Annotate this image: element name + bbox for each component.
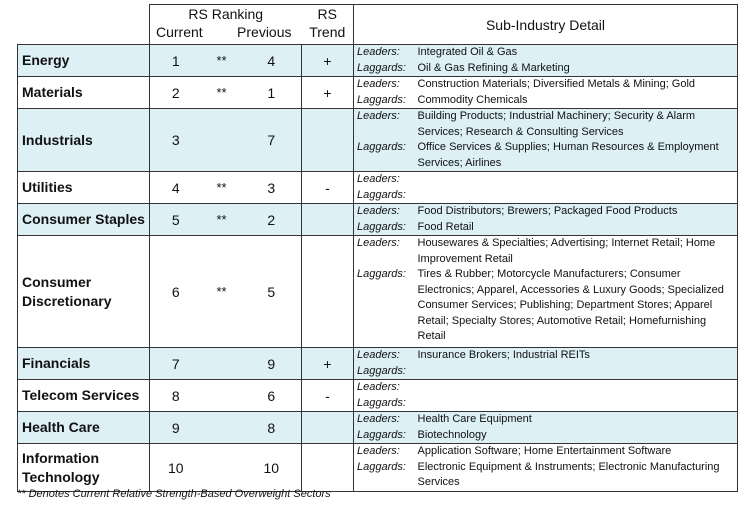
current-rank: 7 — [150, 348, 202, 380]
laggards-label: Laggards: — [357, 93, 406, 106]
sector-name — [18, 380, 150, 412]
current-rank: 1 — [150, 45, 202, 77]
sector-name-line: Technology — [22, 468, 100, 485]
leaders-detail-line: Construction Materials; Diversified Metals & Mining; Gold — [417, 78, 696, 90]
laggards-label: Laggards: — [357, 61, 406, 74]
leaders-detail-line: Application Software; Home Entertainment Software — [417, 445, 672, 457]
overweight-marker: ** — [202, 172, 242, 204]
previous-rank: 10 — [242, 444, 302, 492]
table-header-row — [18, 5, 738, 45]
table-row — [18, 444, 738, 492]
leaders-label: Leaders: — [357, 413, 400, 425]
leaders-label: Leaders: — [357, 445, 400, 457]
sub-industry-detail — [416, 77, 738, 109]
sector-name-line: Information — [22, 449, 99, 466]
sector-name — [18, 172, 150, 204]
laggards-label: Laggards: — [357, 460, 406, 473]
leaders-label: Leaders: — [357, 349, 400, 361]
leaders-detail-line: Services; Research & Consulting Services — [417, 125, 624, 138]
rs-trend — [302, 109, 354, 172]
leaders-label: Leaders: — [357, 78, 400, 90]
leaders-detail-line: Integrated Oil & Gas — [417, 46, 518, 58]
sub-industry-detail — [416, 45, 738, 77]
sub-industry-detail — [416, 204, 738, 236]
previous-rank: 3 — [242, 172, 302, 204]
leaders-detail-line: Insurance Brokers; Industrial REITs — [417, 349, 590, 361]
sector-name-line: Materials — [22, 84, 83, 100]
table-row — [18, 380, 738, 412]
sub-industry-detail — [416, 348, 738, 380]
previous-rank: 2 — [242, 204, 302, 236]
sector-name — [18, 236, 150, 348]
sector-name-line: Financials — [22, 355, 91, 371]
overweight-marker: ** — [202, 204, 242, 236]
sector-name — [18, 109, 150, 172]
sub-industry-detail — [416, 444, 738, 492]
previous-rank: 6 — [242, 380, 302, 412]
leaders-detail-line — [418, 380, 734, 396]
current-rank: 2 — [150, 77, 202, 109]
leaders-detail-line: Health Care Equipment — [417, 413, 532, 425]
rs-trend — [302, 412, 354, 444]
sector-name-line: Discretionary — [22, 292, 112, 309]
sector-name-line: Utilities — [22, 179, 73, 195]
sector-name — [18, 77, 150, 109]
sector-name-line: Energy — [22, 52, 70, 68]
overweight-marker: ** — [202, 45, 242, 77]
leaders-label: Leaders: — [357, 46, 400, 58]
header-rs-trend-line1: RS — [317, 6, 337, 22]
table-row — [18, 412, 738, 444]
leader-laggard-labels — [354, 77, 416, 109]
leader-laggard-labels — [354, 172, 416, 204]
laggards-detail-line — [418, 396, 734, 412]
laggards-detail-line: Electronic Equipment & Instruments; Electronic Manufacturing — [417, 460, 720, 473]
laggards-detail-line: Services; Airlines — [417, 156, 502, 169]
previous-rank: 8 — [242, 412, 302, 444]
header-rs-ranking-title: RS Ranking — [188, 6, 264, 22]
previous-rank: 4 — [242, 45, 302, 77]
overweight-marker — [202, 444, 242, 492]
rs-trend: + — [302, 77, 354, 109]
header-rs-ranking — [150, 5, 302, 45]
sector-name-line: Consumer — [22, 273, 92, 290]
laggards-detail-line — [418, 364, 734, 380]
header-sub-industry-detail: Sub-Industry Detail — [354, 5, 738, 45]
header-rs-trend-line2: Trend — [309, 24, 346, 40]
sector-name-line: Industrials — [22, 131, 93, 148]
leader-laggard-labels — [354, 380, 416, 412]
header-previous: Previous — [237, 24, 292, 40]
laggards-detail-line: Commodity Chemicals — [417, 93, 528, 106]
leaders-detail-line — [418, 172, 734, 188]
leaders-detail-line: Housewares & Specialties; Advertising; Internet Retail; Home — [417, 237, 716, 249]
sector-name — [18, 204, 150, 236]
table-row — [18, 236, 738, 348]
leaders-label: Leaders: — [357, 205, 400, 217]
header-rs-trend — [302, 5, 354, 45]
current-rank: 5 — [150, 204, 202, 236]
leader-laggard-labels — [354, 444, 416, 492]
sub-industry-detail — [416, 412, 738, 444]
leaders-detail-line: Food Distributors; Brewers; Packaged Food Products — [417, 205, 678, 217]
laggards-detail-line: Retail; Specialty Stores; Automotive Retail; Homefurnishing — [417, 314, 707, 327]
table-row — [18, 172, 738, 204]
header-current: Current — [156, 24, 203, 40]
rs-ranking-table — [17, 4, 738, 492]
table-row — [18, 109, 738, 172]
laggards-label: Laggards: — [357, 268, 406, 280]
sector-name — [18, 348, 150, 380]
laggards-label: Laggards: — [357, 364, 406, 377]
footnote: ** Denotes Current Relative Strength-Based Overweight Sectors — [17, 488, 331, 500]
rs-trend — [302, 444, 354, 492]
laggards-label: Laggards: — [357, 396, 406, 409]
laggards-label: Laggards: — [357, 428, 406, 441]
sector-name-line: Consumer Staples — [22, 211, 145, 227]
laggards-label: Laggards: — [357, 141, 406, 153]
laggards-label: Laggards: — [357, 188, 406, 201]
sector-name-line: Telecom Services — [22, 387, 140, 403]
leader-laggard-labels — [354, 109, 416, 172]
sector-name — [18, 412, 150, 444]
leader-laggard-labels — [354, 236, 416, 348]
sub-industry-detail — [416, 172, 738, 204]
current-rank: 8 — [150, 380, 202, 412]
leader-laggard-labels — [354, 348, 416, 380]
previous-rank: 7 — [242, 109, 302, 172]
current-rank: 6 — [150, 236, 202, 348]
previous-rank: 5 — [242, 236, 302, 348]
leaders-detail-line: Improvement Retail — [417, 252, 513, 265]
overweight-marker — [202, 412, 242, 444]
table-row — [18, 348, 738, 380]
overweight-marker — [202, 109, 242, 172]
current-rank: 3 — [150, 109, 202, 172]
table-row — [18, 77, 738, 109]
laggards-detail-line: Electronics; Apparel, Accessories & Luxury Goods; Specialized — [417, 283, 724, 296]
current-rank: 9 — [150, 412, 202, 444]
sub-industry-detail — [416, 380, 738, 412]
laggards-detail-line: Food Retail — [417, 220, 474, 233]
leaders-detail-line: Building Products; Industrial Machinery; Security & Alarm — [417, 110, 696, 122]
sector-name-line: Health Care — [22, 419, 100, 435]
rs-trend — [302, 204, 354, 236]
leader-laggard-labels — [354, 45, 416, 77]
laggards-detail-line: Biotechnology — [417, 428, 487, 441]
laggards-detail-line: Services — [417, 476, 460, 488]
laggards-detail-line: Office Services & Supplies; Human Resources & Employment — [417, 141, 719, 153]
laggards-detail-line: Retail — [417, 330, 446, 342]
table-row — [18, 204, 738, 236]
laggards-detail-line: Tires & Rubber; Motorcycle Manufacturers; Consumer — [417, 268, 681, 280]
current-rank: 4 — [150, 172, 202, 204]
previous-rank: 1 — [242, 77, 302, 109]
sector-name — [18, 444, 150, 492]
leaders-label: Leaders: — [357, 381, 400, 393]
rs-trend: - — [302, 172, 354, 204]
leader-laggard-labels — [354, 204, 416, 236]
sub-industry-detail — [416, 236, 738, 348]
table-row — [18, 45, 738, 77]
leaders-label: Leaders: — [357, 237, 400, 249]
sub-industry-detail — [416, 109, 738, 172]
leaders-label: Leaders: — [357, 110, 400, 122]
laggards-label: Laggards: — [357, 220, 406, 233]
rs-trend: + — [302, 348, 354, 380]
leader-laggard-labels — [354, 412, 416, 444]
laggards-detail-line: Oil & Gas Refining & Marketing — [417, 61, 570, 74]
laggards-detail-line: Consumer Services; Publishing; Department Stores; Apparel — [417, 299, 713, 311]
previous-rank: 9 — [242, 348, 302, 380]
laggards-detail-line — [418, 188, 734, 204]
leaders-label: Leaders: — [357, 173, 400, 185]
rs-trend — [302, 236, 354, 348]
overweight-marker — [202, 348, 242, 380]
rs-trend: + — [302, 45, 354, 77]
header-empty-cell — [18, 5, 150, 45]
overweight-marker: ** — [202, 236, 242, 348]
overweight-marker — [202, 380, 242, 412]
current-rank: 10 — [150, 444, 202, 492]
overweight-marker: ** — [202, 77, 242, 109]
sector-name — [18, 45, 150, 77]
rs-trend: - — [302, 380, 354, 412]
